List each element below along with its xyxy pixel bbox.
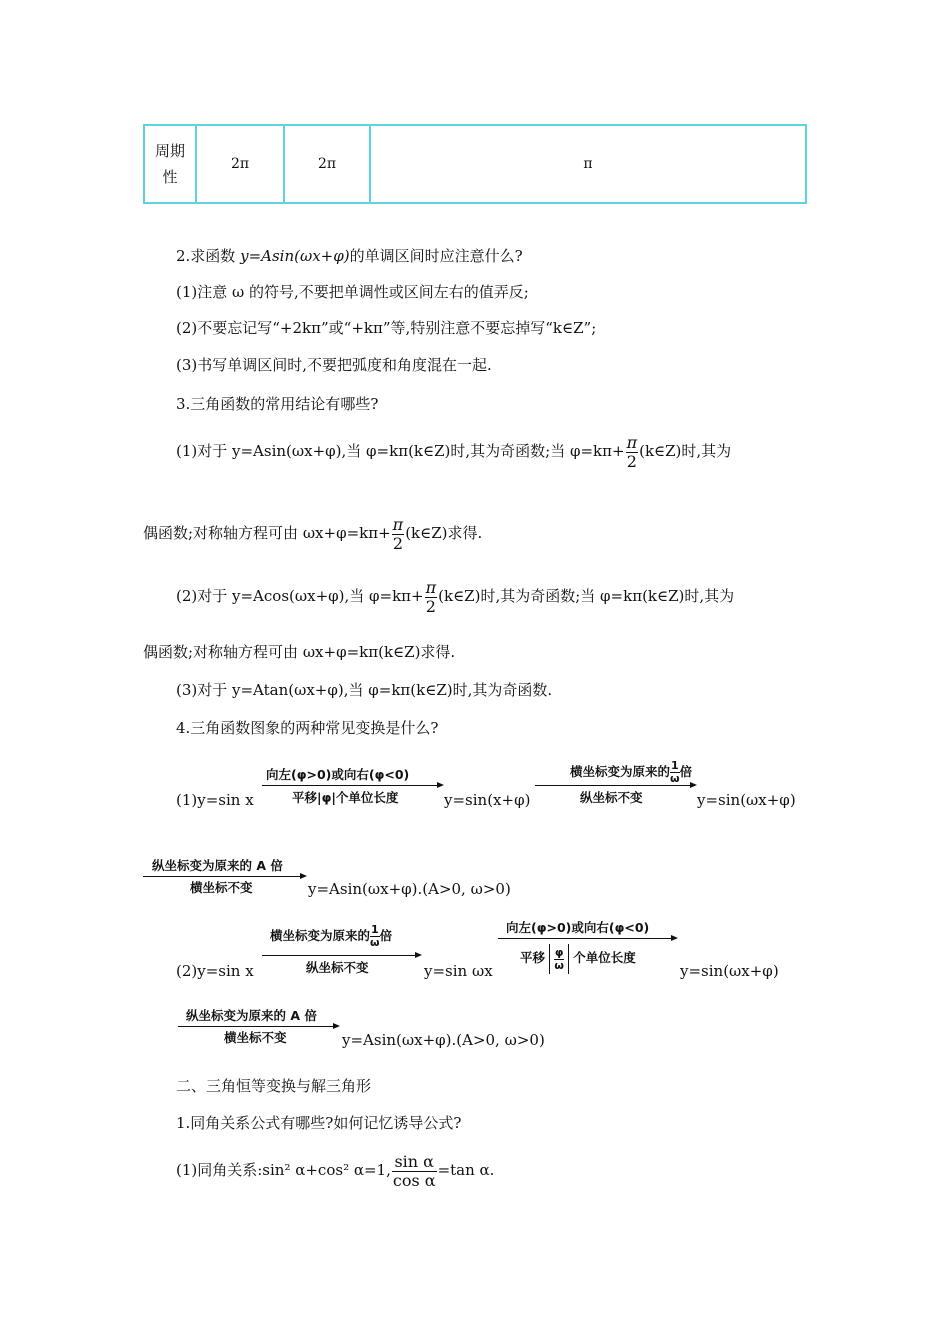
- abs-phi-over-omega: [549, 944, 569, 974]
- section2-title: 二、三角恒等变换与解三角形: [176, 1077, 372, 1095]
- q2-point-3: (3)书写单调区间时,不要把弧度和角度混在一起.: [176, 356, 492, 374]
- t1-arrow2: [535, 785, 695, 786]
- t2-arrow3-top-label: 纵坐标变为原来的 A 倍: [186, 1008, 317, 1023]
- fraction-numerator: 1: [670, 759, 679, 772]
- q3-title: 3.三角函数的常用结论有哪些?: [176, 395, 379, 413]
- t1-arrow2-top-label: [570, 760, 692, 785]
- section2-p1-text-a: (1)同角关系:sin² α+cos² α=1,: [176, 1161, 391, 1179]
- q3-point-3: (3)对于 y=Atan(ωx+φ),当 φ=kπ(k∈Z)时,其为奇函数.: [176, 681, 553, 699]
- t2-arrow2: [498, 938, 676, 939]
- cell-tan-period: π: [370, 125, 806, 203]
- q3-p2-text-b: (k∈Z)时,其为奇函数;当 φ=kπ(k∈Z)时,其为: [438, 587, 735, 605]
- fraction-numerator: π: [626, 432, 638, 452]
- t1-arrow3: [143, 876, 305, 877]
- cell-cos-period: 2π: [284, 125, 370, 203]
- t2-final: y=Asin(ωx+φ).(A>0, ω>0): [342, 1031, 545, 1049]
- q3-point-2-line2: 偶函数;对称轴方程可由 ωx+φ=kπ(k∈Z)求得.: [143, 643, 456, 661]
- q3-p1-text-c: 偶函数;对称轴方程可由 ωx+φ=kπ+: [143, 524, 391, 542]
- q3-p1-text-b: (k∈Z)时,其为: [639, 442, 732, 460]
- one-over-omega-fraction: [370, 924, 380, 949]
- phi-over-omega-fraction: [554, 947, 564, 972]
- row-header-line2: 性: [162, 168, 178, 186]
- fraction-numerator: φ: [554, 945, 564, 959]
- t2-arrow1-top-label: [270, 924, 392, 949]
- t1-arrow1: [262, 785, 442, 786]
- t2-arrow1-top-text: 横坐标变为原来的: [270, 928, 371, 943]
- t2-arrow2-bottom-prefix: 平移: [520, 950, 546, 965]
- q3-point-1-line1: [176, 432, 731, 471]
- section2-p1: [176, 1149, 494, 1191]
- fraction-numerator: π: [392, 514, 404, 534]
- q2-title: [176, 246, 523, 266]
- section2-p1-text-b: =tan α.: [437, 1161, 495, 1179]
- t1-arrow1-bottom-label: 平移|φ|个单位长度: [292, 790, 399, 805]
- fraction-denominator: 2: [626, 451, 637, 471]
- one-over-omega-fraction: [670, 760, 680, 785]
- t2-arrow2-bottom-label: [520, 943, 636, 974]
- t1-arrow2-top-text: 横坐标变为原来的: [570, 764, 671, 779]
- fraction-denominator: cos α: [392, 1170, 436, 1190]
- row-header-line1: 周期: [154, 142, 185, 160]
- t1-arrow3-bottom-label: 横坐标不变: [190, 880, 253, 895]
- t1-arrow2-top-suffix: 倍: [679, 764, 693, 779]
- t2-arrow3-bottom-label: 横坐标不变: [224, 1030, 287, 1045]
- fraction-denominator: ω: [670, 772, 680, 785]
- q2-title-formula: y=Asin(ωx+φ): [240, 247, 350, 265]
- q2-title-suffix: 的单调区间时应注意什么?: [349, 247, 523, 265]
- t1-start: (1)y=sin x: [176, 791, 254, 809]
- sin-over-cos-fraction: [392, 1153, 437, 1190]
- period-table: [143, 124, 807, 204]
- t2-arrow1-top-suffix: 倍: [379, 928, 393, 943]
- fraction-numerator: π: [425, 577, 437, 597]
- q3-point-2-line1: [176, 577, 734, 616]
- fraction-denominator: 2: [425, 596, 436, 616]
- pi-over-2-fraction: [425, 579, 438, 616]
- table-row: [144, 125, 806, 203]
- cell-sin-period: 2π: [196, 125, 284, 203]
- t2-start: (2)y=sin x: [176, 962, 254, 980]
- t1-final: y=Asin(ωx+φ).(A>0, ω>0): [308, 880, 511, 898]
- fraction-denominator: ω: [554, 958, 564, 972]
- q3-p1-text-d: (k∈Z)求得.: [405, 524, 483, 542]
- q3-p1-text-a: (1)对于 y=Asin(ωx+φ),当 φ=kπ(k∈Z)时,其为奇函数;当 φ=kπ+: [176, 442, 625, 460]
- row-header-period: [144, 125, 196, 203]
- t2-end: y=sin(ωx+φ): [680, 962, 779, 980]
- pi-over-2-fraction: [392, 516, 405, 553]
- t2-arrow1-bottom-label: 纵坐标不变: [306, 960, 369, 975]
- fraction-numerator: sin α: [392, 1153, 437, 1172]
- q2-point-1: (1)注意 ω 的符号,不要把单调性或区间左右的值弄反;: [176, 283, 529, 301]
- t1-end: y=sin(ωx+φ): [697, 791, 796, 809]
- section2-q1: 1.同角关系公式有哪些?如何记忆诱导公式?: [176, 1114, 462, 1132]
- fraction-denominator: ω: [370, 936, 380, 949]
- q4-title: 4.三角函数图象的两种常见变换是什么?: [176, 719, 439, 737]
- t2-mid: y=sin ωx: [424, 962, 493, 980]
- t1-arrow2-bottom-label: 纵坐标不变: [580, 790, 643, 805]
- t2-arrow2-bottom-suffix: 个单位长度: [573, 950, 636, 965]
- fraction-numerator: 1: [370, 923, 379, 936]
- q3-p2-text-a: (2)对于 y=Acos(ωx+φ),当 φ=kπ+: [176, 587, 424, 605]
- fraction-denominator: 2: [392, 533, 404, 553]
- t1-arrow1-top-label: 向左(φ>0)或向右(φ<0): [266, 767, 410, 782]
- t1-arrow3-top-label: 纵坐标变为原来的 A 倍: [152, 858, 283, 873]
- t2-arrow1: [262, 955, 420, 956]
- q3-point-1-line2: [143, 514, 482, 553]
- t2-arrow2-top-label: 向左(φ>0)或向右(φ<0): [506, 920, 650, 935]
- t2-arrow3: [178, 1026, 338, 1027]
- q2-title-prefix: 2.求函数: [176, 247, 241, 265]
- t1-mid: y=sin(x+φ): [444, 791, 531, 809]
- q2-point-2: (2)不要忘记写“+2kπ”或“+kπ”等,特别注意不要忘掉写“k∈Z”;: [176, 319, 597, 337]
- pi-over-2-fraction: [626, 434, 639, 471]
